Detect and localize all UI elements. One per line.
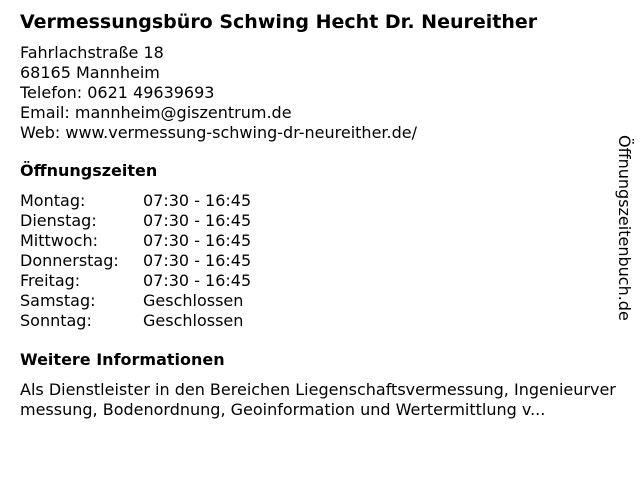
web-line: Web: www.vermessung-schwing-dr-neureither.de/ [20,123,417,142]
hours-heading: Öffnungszeiten [20,161,158,180]
city-address: 68165 Mannheim [20,63,160,82]
day-label: Freitag: [20,271,81,290]
hours-row-saturday [20,291,626,311]
info-description: Als Dienstleister in den Bereichen Liegenschaftsvermessung, Ingenieurvermessung, Bodenordnung, Geoinformation und Wertermittlung v... [20,380,616,419]
hours-row-monday [20,191,626,211]
time-value: 07:30 - 16:45 [143,231,252,250]
day-label: Dienstag: [20,211,97,230]
day-label: Donnerstag: [20,251,119,270]
contact-block [20,43,626,143]
time-value: 07:30 - 16:45 [143,251,252,270]
day-label: Mittwoch: [20,231,98,250]
time-value: 07:30 - 16:45 [143,191,252,210]
hours-row-sunday [20,311,626,331]
brand-watermark: Öffnungszeitenbuch.de [615,135,634,321]
hours-row-wednesday [20,231,626,251]
email-line: Email: mannheim@giszentrum.de [20,103,292,122]
time-value: 07:30 - 16:45 [143,211,252,230]
hours-table [20,191,626,331]
business-name: Vermessungsbüro Schwing Hecht Dr. Neureither [20,11,538,33]
street-address: Fahrlachstraße 18 [20,43,164,62]
day-label: Samstag: [20,291,96,310]
time-value: Geschlossen [143,311,244,330]
hours-row-tuesday [20,211,626,231]
business-card [20,10,626,420]
hours-row-friday [20,271,626,291]
info-heading: Weitere Informationen [20,350,225,369]
phone-line: Telefon: 0621 49639693 [20,83,215,102]
day-label: Montag: [20,191,86,210]
time-value: Geschlossen [143,291,244,310]
hours-row-thursday [20,251,626,271]
time-value: 07:30 - 16:45 [143,271,252,290]
day-label: Sonntag: [20,311,92,330]
